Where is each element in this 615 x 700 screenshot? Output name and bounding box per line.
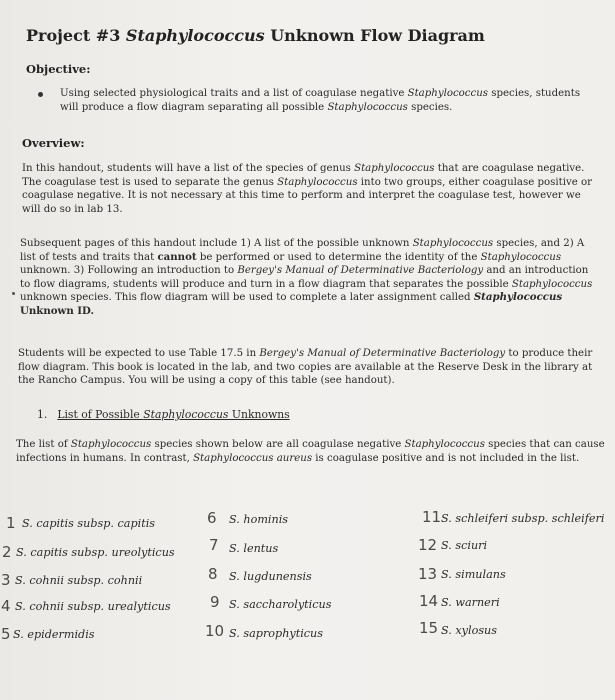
- handwritten-number: 8: [208, 565, 218, 583]
- species-item: S. epidermidis: [13, 628, 95, 641]
- species-item: S. sciuri: [441, 539, 488, 552]
- handwritten-number: 12: [418, 536, 438, 554]
- stray-mark: [12, 292, 15, 295]
- objective-heading: Objective:: [26, 62, 91, 76]
- species-item: S. lentus: [229, 542, 279, 555]
- species-item: S. saprophyticus: [229, 627, 324, 640]
- species-item: S. capitis subsp. capitis: [22, 517, 156, 530]
- handwritten-number: 9: [210, 593, 220, 611]
- handwritten-number: 3: [1, 571, 11, 589]
- species-item: S. capitis subsp. ureolyticus: [16, 546, 175, 559]
- overview-paragraph-1: In this handout, students will have a list of the species of genus Staphylococcus that are coagulase negative. The coagulase test is used to separate the genus Staphylococcus into two groups, either coagulase positive or coagulase negative. It is not necessary at this time to perform and interpret the coagulase test, however we will do so in lab 13.: [22, 163, 592, 215]
- page-title: Project #3 Staphylococcus Unknown Flow Diagram: [26, 26, 485, 45]
- species-item: S. saccharolyticus: [229, 598, 332, 611]
- handwritten-number: 1: [6, 514, 16, 532]
- handwritten-number: 14: [419, 592, 439, 610]
- handwritten-number: 6: [207, 509, 217, 527]
- overview-paragraph-2: Subsequent pages of this handout include 1) A list of the possible unknown Staphylococcus species, and 2) A list of tests and traits that cannot be performed or used to determine the identity of the Staphylococcus unknown. 3) Following an introduction to Bergey's Manual of Determinative Bacteriology and an introduction to flow diagrams, students will produce and turn in a flow diagram that separates the possible Staphylococcus unknown species. This flow diagram will be used to complete a later assignment called Staphylococcus Unknown ID.: [20, 238, 593, 317]
- section-1-heading: 1. List of Possible Staphylococcus Unknowns: [37, 408, 290, 421]
- handwritten-number: 7: [209, 536, 219, 554]
- handwritten-number: 4: [1, 597, 11, 615]
- species-item: S. hominis: [229, 513, 289, 526]
- list-intro-paragraph: The list of Staphylococcus species shown below are all coagulase negative Staphylococcus species that can cause infections in humans. In contrast, Staphylococcus aureus is coagulase positive and is not included in the list.: [16, 439, 605, 464]
- handwritten-number: 11: [422, 508, 442, 526]
- species-item: S. schleiferi subsp. schleiferi: [441, 512, 605, 525]
- species-item: S. simulans: [441, 568, 506, 581]
- species-item: S. xylosus: [441, 624, 498, 637]
- handwritten-number: 13: [418, 565, 438, 583]
- overview-heading: Overview:: [22, 136, 85, 150]
- objective-bullet-text: Using selected physiological traits and a list of coagulase negative Staphylococcus species, students will produce a flow diagram separating all possible Staphylococcus species.: [60, 88, 581, 113]
- species-item: S. lugdunensis: [229, 570, 312, 583]
- handwritten-number: 5: [1, 625, 11, 643]
- handwritten-number: 2: [2, 543, 12, 561]
- species-item: S. cohnii subsp. cohnii: [15, 574, 143, 587]
- overview-paragraph-3: Students will be expected to use Table 17.5 in Bergey's Manual of Determinative Bacteriology to produce their flow diagram. This book is located in the lab, and two copies are available at the Reserve Desk in the library at the Rancho Campus. You will be using a copy of this table (see handout).: [18, 348, 593, 387]
- species-item: S. cohnii subsp. urealyticus: [15, 600, 171, 613]
- species-item: S. warneri: [441, 596, 500, 609]
- handwritten-number: 10: [205, 622, 225, 640]
- bullet-icon: [38, 92, 43, 97]
- handwritten-number: 15: [419, 619, 439, 637]
